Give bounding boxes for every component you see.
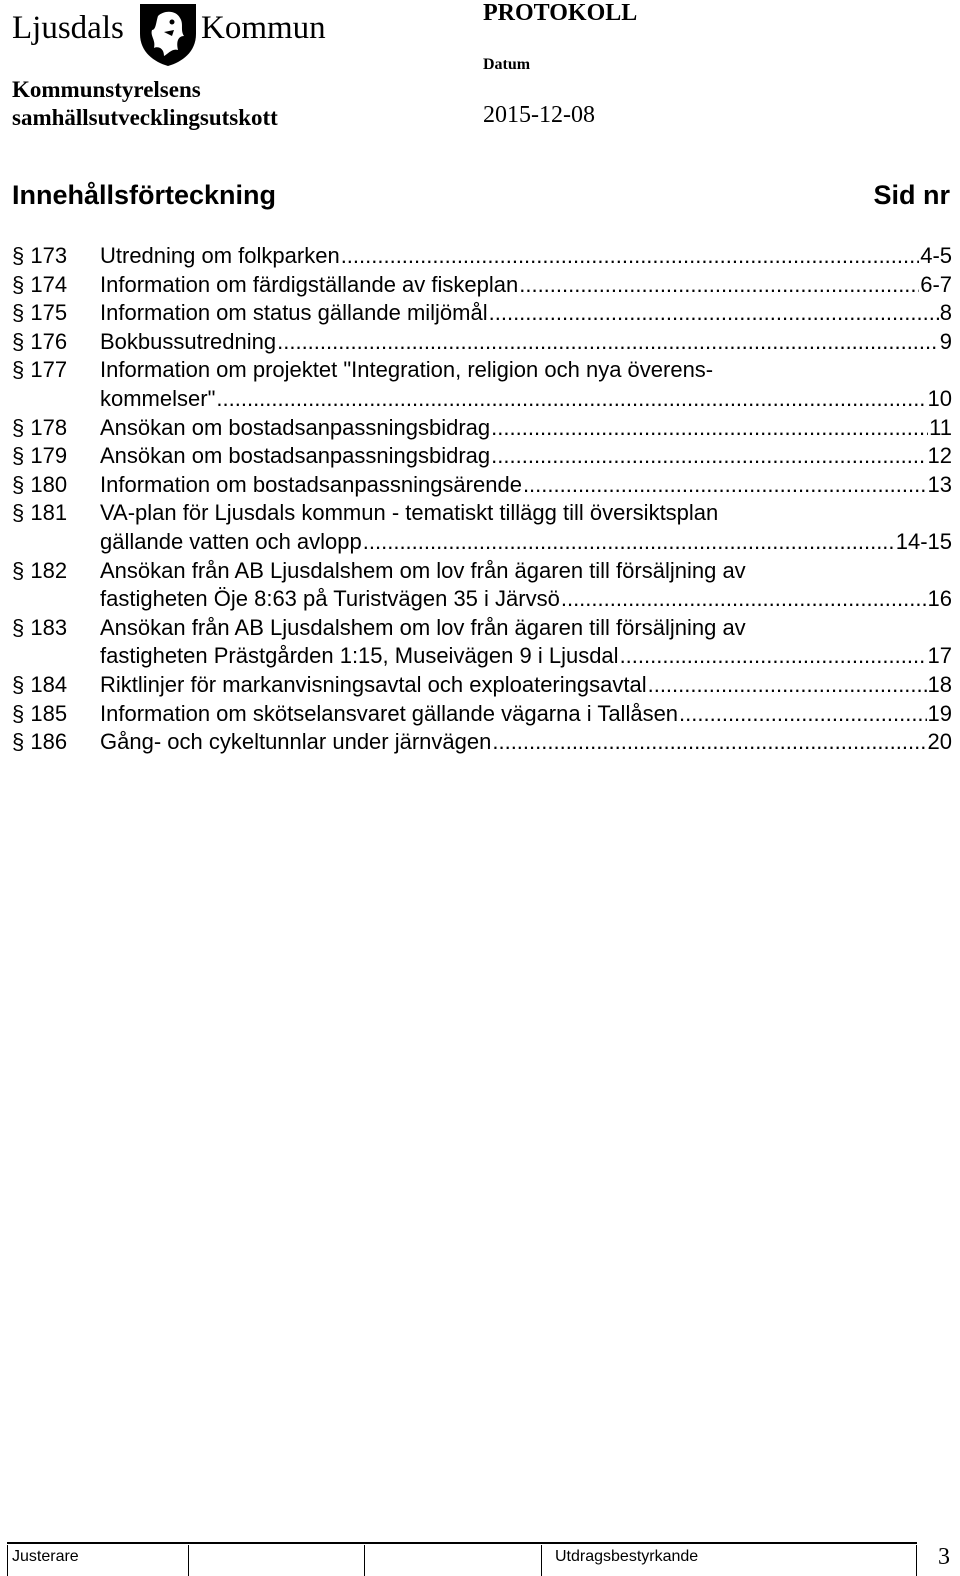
committee-name-line2: samhällsutvecklingsutskott — [12, 105, 278, 130]
section-number: § 183 — [12, 614, 68, 640]
section-number: § 179 — [12, 443, 68, 469]
dot-leader — [523, 471, 927, 500]
toc-entry — [12, 299, 952, 328]
entry-title: Ansökan från AB Ljusdalshem om lov från ägaren till försäljning av — [100, 557, 746, 583]
entry-title: Ansökan om bostadsanpassningsbidrag — [100, 443, 491, 469]
section-number: § 180 — [12, 471, 68, 497]
section-number: § 177 — [12, 357, 68, 383]
dot-leader — [491, 414, 928, 443]
entry-page: 12 — [927, 443, 952, 469]
dot-leader — [363, 528, 895, 557]
entry-page: 8 — [939, 300, 952, 326]
coat-of-arms-icon — [134, 0, 202, 68]
footer-cell-border — [541, 1545, 542, 1576]
entry-title: VA-plan för Ljusdals kommun - tematiskt tillägg till översiktsplan — [100, 500, 719, 526]
page-number: 3 — [938, 1544, 950, 1570]
entry-page: 20 — [927, 729, 952, 755]
toc-entry — [12, 328, 952, 357]
toc-entry — [12, 242, 952, 271]
page-column-heading: Sid nr — [873, 180, 950, 210]
entry-title: Utredning om folkparken — [100, 243, 340, 268]
dot-leader — [648, 671, 927, 700]
committee-name-line1: Kommunstyrelsens — [12, 77, 201, 102]
entry-title: Ansökan om bostadsanpassningsbidrag — [100, 414, 491, 440]
toc-entry — [12, 671, 952, 700]
entry-page: 4-5 — [920, 243, 952, 268]
entry-page: 9 — [939, 328, 952, 354]
section-number: § 178 — [12, 414, 68, 440]
entry-title: fastigheten Prästgården 1:15, Museivägen 9 i Ljusdal — [100, 643, 619, 669]
toc-entry — [12, 414, 952, 443]
section-number: § 186 — [12, 729, 68, 755]
entry-title: Information om bostadsanpassningsärende — [100, 471, 522, 497]
entry-title: gällande vatten och avlopp — [100, 528, 362, 554]
entry-page: 10 — [927, 385, 952, 411]
entry-title: Information om färdigställande av fiskeplan — [100, 271, 519, 297]
entry-title: fastigheten Öje 8:63 på Turistvägen 35 i Järvsö — [100, 586, 560, 612]
section-number: § 175 — [12, 300, 68, 326]
toc-entry — [12, 557, 952, 614]
toc-entry — [12, 471, 952, 500]
entry-page: 11 — [929, 414, 952, 440]
footer — [0, 1538, 960, 1576]
entry-title: Bokbussutredning — [100, 328, 277, 354]
dot-leader — [341, 242, 920, 271]
footer-cell-border — [7, 1545, 8, 1576]
dot-leader — [519, 271, 919, 300]
table-of-contents — [12, 242, 952, 757]
toc-entry — [12, 728, 952, 757]
date-label: Datum — [483, 56, 531, 73]
entry-page: 17 — [927, 643, 952, 669]
entry-title: Riktlinjer för markanvisningsavtal och exploateringsavtal — [100, 671, 647, 697]
toc-entry — [12, 700, 952, 729]
footer-cell-border — [188, 1545, 189, 1576]
dot-leader — [277, 328, 939, 357]
dot-leader — [216, 385, 926, 414]
dot-leader — [492, 728, 926, 757]
entry-page: 14-15 — [895, 528, 952, 554]
section-number: § 176 — [12, 328, 68, 354]
entry-page: 16 — [927, 586, 952, 612]
toc-entry — [12, 271, 952, 300]
section-number: § 173 — [12, 243, 68, 268]
dot-leader — [491, 442, 926, 471]
section-number: § 181 — [12, 500, 68, 526]
section-number: § 174 — [12, 271, 68, 297]
footer-cell-border — [916, 1545, 917, 1576]
dot-leader — [489, 299, 939, 328]
section-number: § 182 — [12, 557, 68, 583]
toc-entry — [12, 499, 952, 556]
section-number: § 185 — [12, 700, 68, 726]
committee-name — [12, 76, 278, 132]
entry-page: 18 — [927, 671, 952, 697]
entry-page: 6-7 — [920, 271, 952, 297]
dot-leader — [561, 585, 927, 614]
date-value: 2015-12-08 — [483, 102, 595, 128]
dot-leader — [679, 700, 926, 729]
utdragsbestyrkande-label: Utdragsbestyrkande — [555, 1548, 699, 1565]
toc-heading: Innehållsförteckning — [12, 180, 277, 210]
entry-page: 13 — [927, 471, 952, 497]
logo-word-right: Kommun — [201, 10, 326, 46]
section-number: § 184 — [12, 671, 68, 697]
footer-cell-border — [364, 1545, 365, 1576]
entry-title: Information om status gällande miljömål — [100, 300, 488, 326]
document-type: PROTOKOLL — [483, 0, 638, 26]
entry-title: kommelser" — [100, 385, 216, 411]
entry-page: 19 — [927, 700, 952, 726]
logo-word-left: Ljusdals — [12, 10, 124, 46]
justerare-label: Justerare — [12, 1548, 79, 1565]
entry-title: Information om skötselansvaret gällande vägarna i Tallåsen — [100, 700, 679, 726]
entry-title: Ansökan från AB Ljusdalshem om lov från ägaren till försäljning av — [100, 614, 746, 640]
footer-rule — [7, 1542, 917, 1544]
toc-entry — [12, 442, 952, 471]
entry-title: Information om projektet "Integration, religion och nya överens- — [100, 357, 714, 383]
toc-entry — [12, 356, 952, 413]
toc-entry — [12, 614, 952, 671]
dot-leader — [620, 642, 927, 671]
entry-title: Gång- och cykeltunnlar under järnvägen — [100, 729, 492, 755]
